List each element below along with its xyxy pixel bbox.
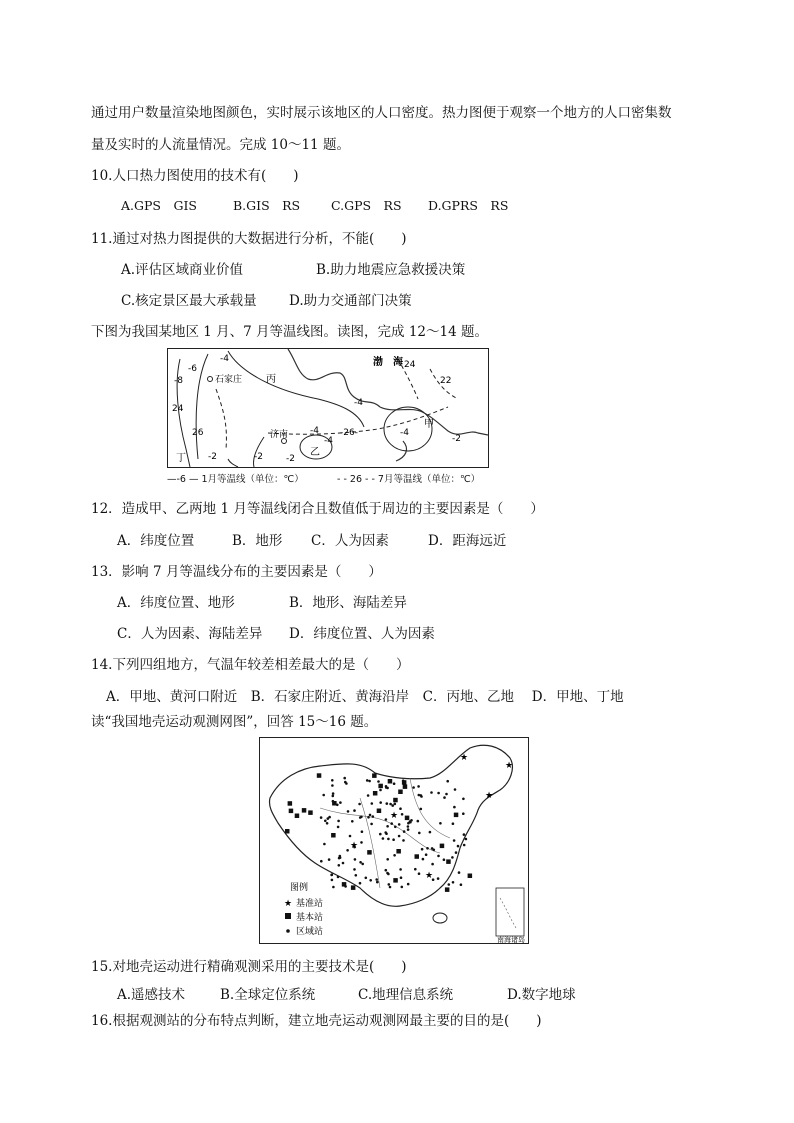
- fig1-legend-jul: - - 26 - - 7月等温线（单位：℃）: [337, 474, 481, 485]
- regional-station-marker: [377, 780, 380, 783]
- basic-station-marker: [403, 784, 408, 789]
- iso-label: -4: [354, 398, 363, 408]
- regional-station-marker: [393, 782, 396, 785]
- iso-label: -2: [208, 452, 217, 462]
- intro-q15-16: 读“我国地壳运动观测网图”，回答 15～16 题。: [91, 714, 378, 730]
- regional-station-marker: [417, 820, 420, 823]
- regional-station-marker: [328, 858, 331, 861]
- regional-station-marker: [379, 789, 382, 792]
- regional-station-marker: [347, 810, 350, 813]
- city-shijiazhuang: [208, 377, 213, 382]
- regional-station-marker: [338, 864, 341, 867]
- regional-station-marker: [462, 798, 465, 801]
- iso-label: 24: [172, 404, 184, 414]
- legend-star-icon: ★: [284, 899, 293, 909]
- isotherm-jan-2: [196, 354, 208, 459]
- regional-station-marker: [454, 788, 457, 791]
- isotherm-jul-1: [216, 389, 226, 449]
- label-bing: 丙: [266, 374, 276, 385]
- regional-station-marker: [426, 847, 429, 850]
- regional-station-marker: [354, 858, 357, 861]
- regional-station-marker: [394, 826, 397, 829]
- iso-label: -8: [174, 376, 183, 386]
- regional-station-marker: [417, 785, 420, 788]
- regional-station-marker: [358, 803, 361, 806]
- basic-station-marker: [302, 808, 307, 813]
- regional-station-marker: [360, 816, 363, 819]
- iso-label: 22: [440, 376, 452, 386]
- q10-stem: 10.人口热力图使用的技术有( ): [91, 168, 299, 184]
- intro-line-2: 量及实时的人流量情况。完成 10～11 题。: [91, 137, 350, 153]
- iso-label: -4: [324, 436, 333, 446]
- regional-station-marker: [385, 818, 388, 821]
- regional-station-marker: [349, 835, 352, 838]
- basic-station-marker: [446, 859, 451, 864]
- regional-station-marker: [339, 801, 342, 804]
- regional-station-marker: [384, 831, 387, 834]
- iso-label: -4: [400, 428, 409, 438]
- basic-station-marker: [373, 791, 378, 796]
- regional-station-marker: [369, 814, 372, 817]
- regional-station-marker: [407, 883, 410, 886]
- q13-stem: 13．影响 7 月等温线分布的主要因素是（ ）: [91, 564, 382, 580]
- regional-station-marker: [370, 823, 373, 826]
- regional-station-marker: [431, 863, 434, 866]
- regional-station-marker: [346, 849, 349, 852]
- basic-station-marker: [393, 798, 398, 803]
- regional-station-marker: [326, 822, 329, 825]
- label-sea: 渤 海: [373, 357, 403, 368]
- regional-station-marker: [446, 780, 449, 783]
- regional-station-marker: [359, 861, 362, 864]
- regional-station-marker: [401, 886, 404, 889]
- regional-station-marker: [463, 844, 466, 847]
- basic-station-marker: [468, 874, 473, 879]
- regional-station-marker: [401, 813, 404, 816]
- isotherm-map-svg: [168, 349, 488, 467]
- q13-option-a: A．纬度位置、地形: [117, 595, 235, 611]
- hainan-island: [433, 913, 447, 923]
- regional-station-marker: [353, 809, 356, 812]
- regional-station-marker: [399, 868, 402, 871]
- basic-station-marker: [367, 850, 372, 855]
- regional-station-marker: [392, 838, 395, 841]
- regional-station-marker: [385, 786, 388, 789]
- regional-station-marker: [455, 851, 458, 854]
- regional-station-marker: [460, 883, 463, 886]
- regional-station-marker: [451, 856, 454, 859]
- q13-option-c: C．人为因素、海陆差异: [117, 626, 263, 642]
- basic-station-marker: [388, 779, 393, 784]
- q15-option-b: B.全球定位系统: [220, 987, 316, 1003]
- regional-station-marker: [369, 879, 372, 882]
- regional-station-marker: [390, 822, 393, 825]
- regional-station-marker: [389, 803, 392, 806]
- isotherm-jan-3: [228, 351, 364, 427]
- iso-label: -2: [254, 452, 263, 462]
- q12-option-d: D．距海远近: [428, 533, 507, 549]
- legend-item-basic: 基本站: [296, 913, 324, 923]
- regional-station-marker: [443, 858, 446, 861]
- regional-station-marker: [324, 820, 327, 823]
- regional-station-marker: [391, 804, 394, 807]
- regional-station-marker: [337, 876, 340, 879]
- q12-option-a: A．纬度位置: [117, 533, 195, 549]
- iso-label: -4: [310, 426, 319, 436]
- station-markers: [285, 753, 513, 892]
- regional-station-marker: [353, 868, 356, 871]
- regional-station-marker: [462, 812, 465, 815]
- regional-station-marker: [420, 795, 423, 798]
- isotherm-jan-5: [228, 459, 238, 467]
- iso-label: -6: [188, 364, 197, 374]
- regional-station-marker: [355, 874, 358, 877]
- regional-station-marker: [320, 816, 323, 819]
- q11-stem: 11.通过对热力图提供的大数据进行分析，不能( ): [91, 231, 407, 247]
- regional-station-marker: [330, 874, 333, 877]
- regional-station-marker: [410, 819, 413, 822]
- q11-option-c: C.核定景区最大承载量: [121, 293, 257, 309]
- regional-station-marker: [361, 863, 364, 866]
- regional-station-marker: [342, 862, 345, 865]
- regional-station-marker: [458, 871, 461, 874]
- q10-option-d: D.GPRS RS: [428, 198, 509, 213]
- basic-station-marker: [378, 784, 383, 789]
- q11-option-b: B.助力地震应急救援决策: [316, 262, 466, 278]
- regional-station-marker: [343, 777, 346, 780]
- regional-station-marker: [402, 839, 405, 842]
- regional-station-marker: [448, 883, 451, 886]
- q10-option-c: C.GPS RS: [331, 198, 402, 213]
- q12-stem: 12．造成甲、乙两地 1 月等温线闭合且数值低于周边的主要因素是（ ）: [91, 501, 544, 517]
- basic-station-marker: [288, 801, 293, 806]
- regional-station-marker: [331, 879, 334, 882]
- basic-station-marker: [372, 773, 377, 778]
- basic-station-marker: [445, 887, 450, 892]
- q10-option-a: A.GPS GIS: [121, 198, 197, 213]
- regional-station-marker: [418, 794, 421, 797]
- regional-station-marker: [418, 872, 421, 875]
- iso-label: -26-: [340, 428, 358, 438]
- regional-station-marker: [376, 881, 379, 884]
- regional-station-marker: [365, 877, 368, 880]
- label-yi: 乙: [310, 447, 320, 458]
- iso-label: -2: [286, 454, 295, 464]
- regional-station-marker: [385, 869, 388, 872]
- regional-station-marker: [379, 801, 382, 804]
- benchmark-station-star-icon: ★: [390, 811, 399, 821]
- regional-station-marker: [368, 780, 371, 783]
- isotherm-map: [167, 348, 489, 468]
- regional-station-marker: [367, 794, 370, 797]
- basic-station-marker: [393, 878, 398, 883]
- legend-item-benchmark: 基准站: [296, 899, 324, 909]
- q15-option-d: D.数字地球: [507, 987, 576, 1003]
- regional-station-marker: [387, 838, 390, 841]
- regional-station-marker: [430, 791, 433, 794]
- q10-option-b: B.GIS RS: [233, 198, 301, 213]
- regional-station-marker: [400, 876, 403, 879]
- regional-station-marker: [389, 886, 392, 889]
- inset-label: 南海诸岛: [497, 936, 525, 943]
- regional-station-marker: [407, 828, 410, 831]
- basic-station-marker: [331, 833, 336, 838]
- label-jinan: 济南: [270, 430, 289, 440]
- regional-station-marker: [457, 845, 460, 848]
- regional-station-marker: [439, 822, 442, 825]
- regional-station-marker: [452, 822, 455, 825]
- regional-station-marker: [366, 779, 369, 782]
- legend-item-regional: 区域站: [296, 927, 324, 937]
- regional-station-marker: [403, 830, 406, 833]
- regional-station-marker: [418, 832, 421, 835]
- regional-station-marker: [361, 830, 364, 833]
- regional-station-marker: [344, 781, 347, 784]
- regional-station-marker: [323, 843, 326, 846]
- regional-station-marker: [429, 831, 432, 834]
- regional-station-marker: [320, 860, 323, 863]
- regional-station-marker: [412, 786, 415, 789]
- province-border: [410, 778, 450, 838]
- regional-station-marker: [386, 802, 389, 805]
- basic-station-marker: [405, 816, 410, 821]
- label-ding: 丁: [176, 453, 186, 464]
- regional-station-marker: [322, 794, 325, 797]
- regional-station-marker: [437, 877, 440, 880]
- regional-station-marker: [443, 796, 446, 799]
- q15-option-c: C.地理信息系统: [358, 987, 454, 1003]
- q11-option-d: D.助力交通部门决策: [289, 293, 412, 309]
- q15-stem: 15.对地壳运动进行精确观测采用的主要技术是( ): [91, 959, 407, 975]
- regional-station-marker: [465, 838, 468, 841]
- legend-dot-icon: [286, 929, 290, 933]
- iso-label: 24: [404, 360, 416, 370]
- regional-station-marker: [371, 802, 374, 805]
- benchmark-station-star-icon: ★: [485, 791, 494, 801]
- regional-station-marker: [337, 826, 340, 829]
- q12-option-b: B．地形: [232, 533, 283, 549]
- china-observation-map: [259, 737, 529, 944]
- q15-option-a: A.遥感技术: [117, 987, 186, 1003]
- basic-station-marker: [402, 780, 407, 785]
- legend-title: 图例: [290, 883, 309, 893]
- regional-station-marker: [431, 847, 434, 850]
- q14-stem: 14.下列四组地方，气温年较差相差最大的是（ ）: [91, 657, 410, 673]
- regional-station-marker: [452, 881, 455, 884]
- regional-station-marker: [463, 833, 466, 836]
- china-map-svg: [260, 738, 528, 943]
- basic-station-marker: [285, 829, 290, 834]
- basic-station-marker: [289, 809, 294, 814]
- regional-station-marker: [339, 855, 342, 858]
- regional-station-marker: [445, 793, 448, 796]
- benchmark-station-star-icon: ★: [425, 871, 434, 881]
- q13-option-b: B．地形、海陆差异: [289, 595, 407, 611]
- regional-station-marker: [359, 882, 362, 885]
- regional-station-marker: [372, 815, 375, 818]
- south-sea-inset: [496, 888, 524, 936]
- iso-label: -2: [452, 434, 461, 444]
- iso-label: 26: [192, 428, 204, 438]
- regional-station-marker: [394, 803, 397, 806]
- regional-station-marker: [386, 825, 389, 828]
- basic-station-marker: [454, 813, 459, 818]
- basic-station-marker: [342, 882, 347, 887]
- regional-station-marker: [327, 817, 330, 820]
- basic-station-marker: [295, 814, 300, 819]
- regional-station-marker: [386, 872, 389, 875]
- basic-station-marker: [440, 844, 445, 849]
- basic-station-marker: [332, 801, 337, 806]
- basic-station-marker: [377, 809, 382, 814]
- q11-option-a: A.评估区域商业价值: [121, 262, 244, 278]
- benchmark-station-star-icon: ★: [350, 841, 359, 851]
- regional-station-marker: [425, 853, 428, 856]
- basic-station-marker: [351, 885, 356, 890]
- regional-station-marker: [367, 816, 370, 819]
- regional-station-marker: [407, 825, 410, 828]
- regional-station-marker: [393, 854, 396, 857]
- regional-station-marker: [399, 807, 402, 810]
- q14-options: A．甲地、黄河口附近 B．石家庄附近、黄海沿岸 C．丙地、乙地 D．甲地、丁地: [106, 689, 624, 705]
- regional-station-marker: [331, 779, 334, 782]
- regional-station-marker: [453, 839, 456, 842]
- basic-station-marker: [415, 854, 420, 859]
- label-jia: 甲: [424, 419, 434, 430]
- regional-station-marker: [437, 855, 440, 858]
- basic-station-marker: [308, 810, 313, 815]
- basic-station-marker: [396, 849, 401, 854]
- regional-station-marker: [332, 792, 335, 795]
- regional-station-marker: [422, 858, 425, 861]
- q16-stem: 16.根据观测站的分布特点判断，建立地壳运动观测网最主要的目的是( ): [91, 1013, 542, 1029]
- regional-station-marker: [398, 823, 401, 826]
- regional-station-marker: [414, 868, 417, 871]
- q12-option-c: C．人为因素: [311, 533, 389, 549]
- regional-station-marker: [375, 878, 378, 881]
- label-shijiazhuang: 石家庄: [215, 375, 243, 385]
- regional-station-marker: [379, 833, 382, 836]
- basic-station-marker: [317, 773, 322, 778]
- iso-label: -4: [220, 354, 229, 364]
- regional-station-marker: [332, 886, 335, 889]
- regional-station-marker: [420, 808, 423, 811]
- regional-station-marker: [398, 835, 401, 838]
- benchmark-station-star-icon: ★: [505, 761, 514, 771]
- intro-line-1: 通过用户数量渲染地图颜色，实时展示该地区的人口密度。热力图便于观察一个地方的人口密集数: [91, 105, 672, 121]
- regional-station-marker: [331, 784, 334, 787]
- legend-square-icon: [285, 913, 291, 919]
- intro-q12-14: 下图为我国某地区 1 月、7 月等温线图。读图，完成 12～14 题。: [91, 324, 488, 340]
- regional-station-marker: [421, 848, 424, 851]
- fig1-legend-jan: —-6 — 1月等温线（单位：℃）: [167, 474, 304, 485]
- basic-station-marker: [398, 790, 403, 795]
- regional-station-marker: [382, 837, 385, 840]
- regional-station-marker: [437, 792, 440, 795]
- regional-station-marker: [337, 820, 340, 823]
- regional-station-marker: [388, 883, 391, 886]
- regional-station-marker: [332, 795, 335, 798]
- regional-station-marker: [351, 820, 354, 823]
- regional-station-marker: [453, 806, 456, 809]
- benchmark-station-star-icon: ★: [460, 753, 469, 763]
- regional-station-marker: [386, 858, 389, 861]
- regional-station-marker: [360, 841, 363, 844]
- q13-option-d: D．纬度位置、人为因素: [289, 626, 435, 642]
